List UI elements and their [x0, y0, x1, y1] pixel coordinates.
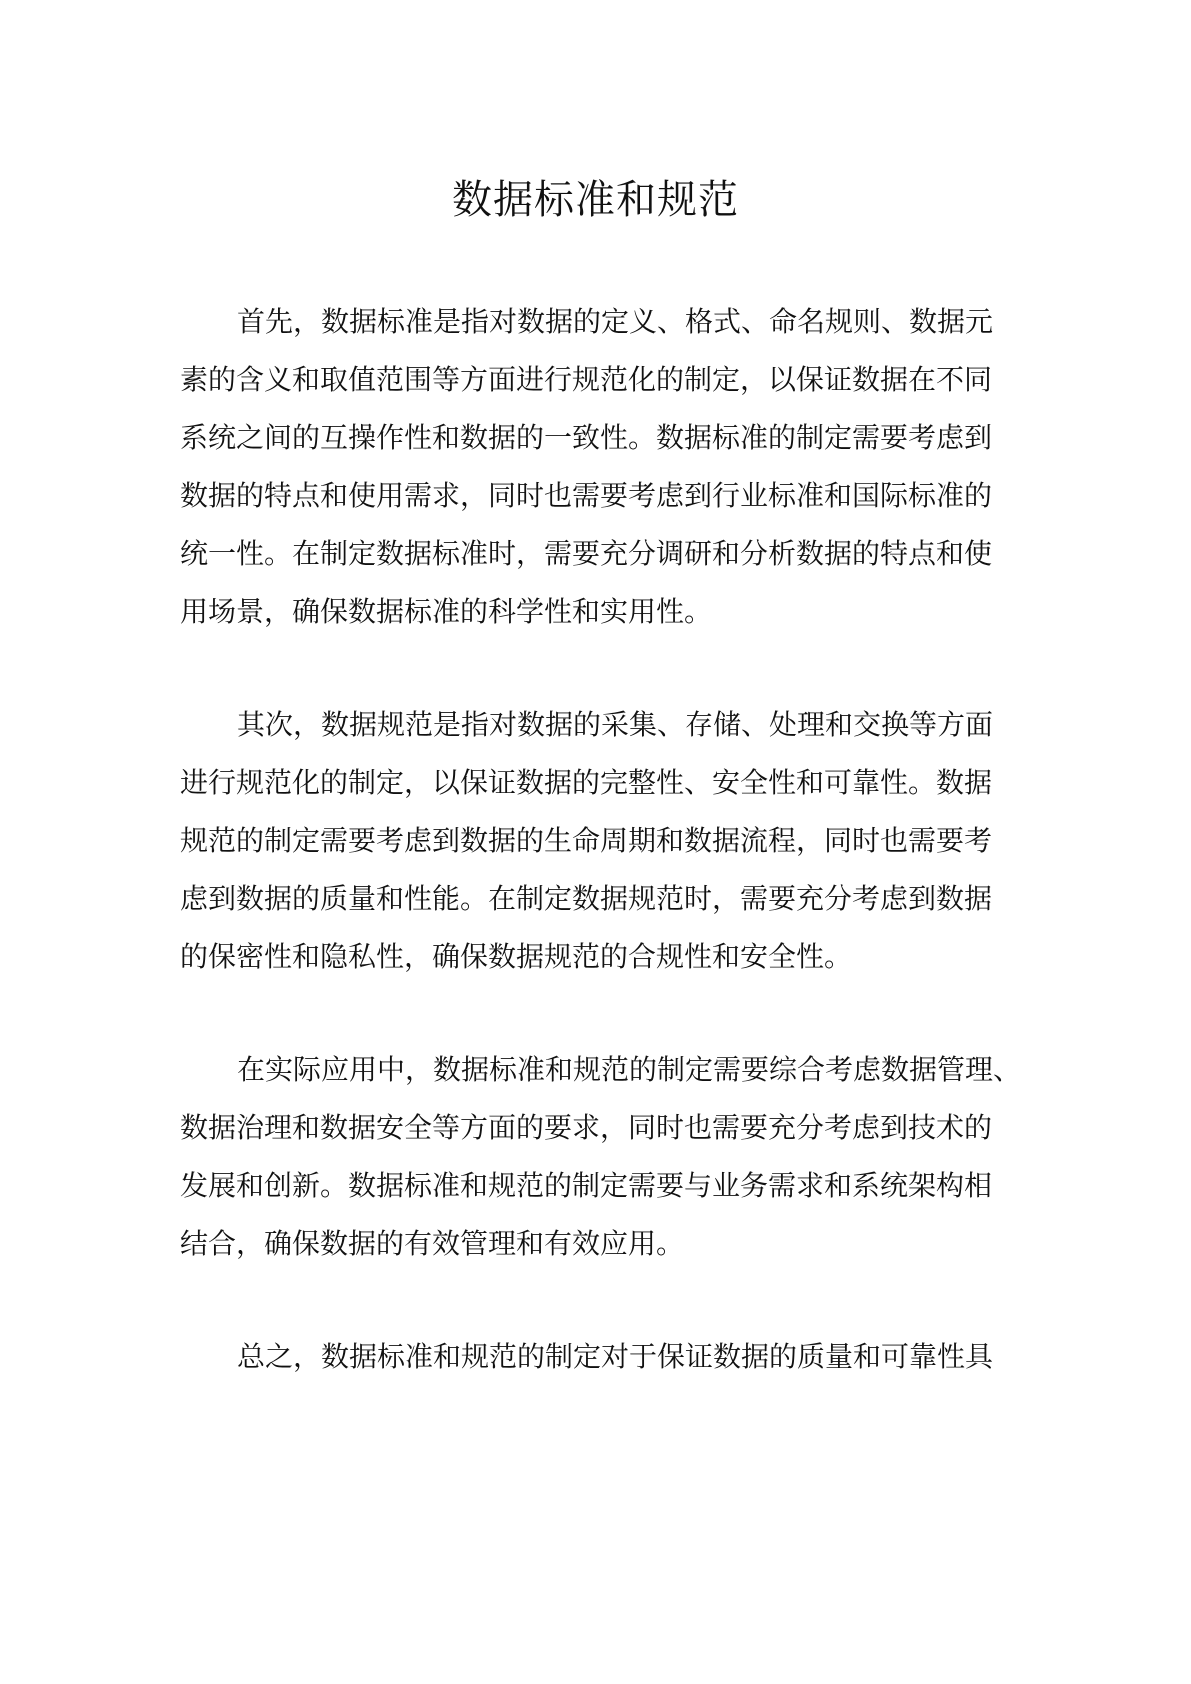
- paragraph-4-line-1: 总之，数据标准和规范的制定对于保证数据的质量和可靠性具: [237, 1340, 994, 1373]
- paragraph-2-line-2: 进行规范化的制定，以保证数据的完整性、安全性和可靠性。数据: [180, 766, 993, 799]
- paragraph-2-line-3: 规范的制定需要考虑到数据的生命周期和数据流程，同时也需要考: [180, 824, 993, 857]
- paragraph-3-line-4: 结合，确保数据的有效管理和有效应用。: [180, 1227, 685, 1260]
- paragraph-3-line-2: 数据治理和数据安全等方面的要求，同时也需要充分考虑到技术的: [180, 1111, 993, 1144]
- paragraph-3-line-1: 在实际应用中，数据标准和规范的制定需要综合考虑数据管理、: [237, 1053, 1022, 1086]
- paragraph-2-line-1: 其次，数据规范是指对数据的采集、存储、处理和交换等方面: [237, 708, 994, 741]
- paragraph-1-line-2: 素的含义和取值范围等方面进行规范化的制定，以保证数据在不同: [180, 363, 993, 396]
- paragraph-2-line-5: 的保密性和隐私性，确保数据规范的合规性和安全性。: [180, 940, 853, 973]
- paragraph-2-line-4: 虑到数据的质量和性能。在制定数据规范时，需要充分考虑到数据: [180, 882, 993, 915]
- paragraph-1-line-5: 统一性。在制定数据标准时，需要充分调研和分析数据的特点和使: [180, 537, 993, 570]
- paragraph-3-line-3: 发展和创新。数据标准和规范的制定需要与业务需求和系统架构相: [180, 1169, 993, 1202]
- paragraph-1-line-6: 用场景，确保数据标准的科学性和实用性。: [180, 595, 713, 628]
- paragraph-1-line-1: 首先，数据标准是指对数据的定义、格式、命名规则、数据元: [237, 305, 994, 338]
- paragraph-1-line-3: 系统之间的互操作性和数据的一致性。数据标准的制定需要考虑到: [180, 421, 993, 454]
- paragraph-1-line-4: 数据的特点和使用需求，同时也需要考虑到行业标准和国际标准的: [180, 479, 993, 512]
- document-title: 数据标准和规范: [452, 177, 739, 223]
